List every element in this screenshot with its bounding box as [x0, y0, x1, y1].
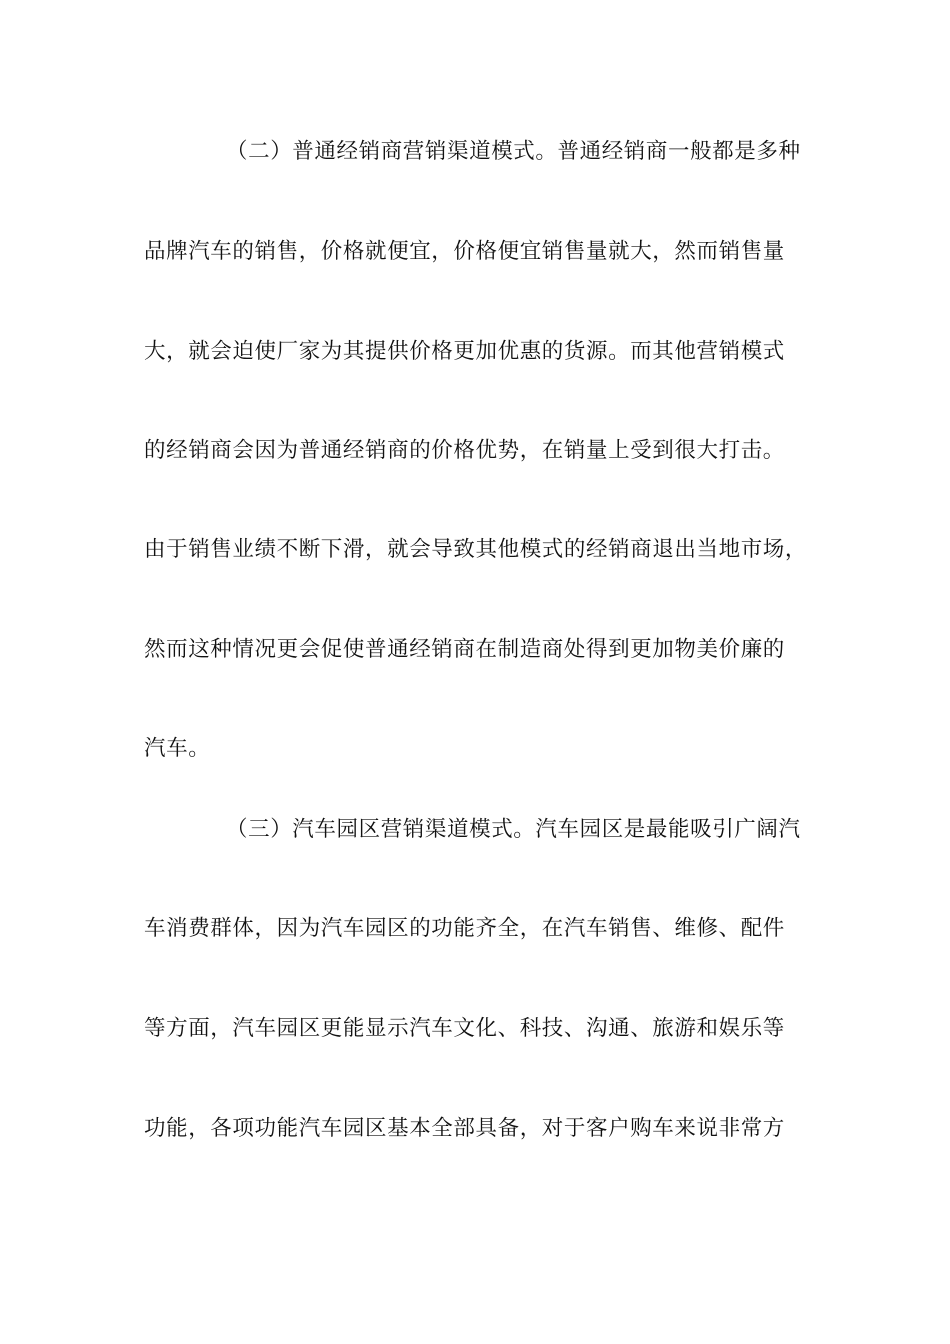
- paragraph-line: 汽车。: [144, 736, 211, 761]
- paragraph-line: 的经销商会因为普通经销商的价格优势，在销量上受到很大打击。: [144, 438, 785, 463]
- paragraph-line: 功能，各项功能汽车园区基本全部具备，对于客户购车来说非常方: [144, 1116, 785, 1141]
- paragraph-line: 然而这种情况更会促使普通经销商在制造商处得到更加物美价廉的: [144, 637, 785, 662]
- paragraph-line: （二）普通经销商营销渠道模式。普通经销商一般都是多种: [226, 139, 801, 164]
- paragraph-line: 由于销售业绩不断下滑，就会导致其他模式的经销商退出当地市场，: [144, 537, 808, 562]
- paragraph-line: 等方面，汽车园区更能显示汽车文化、科技、沟通、旅游和娱乐等: [144, 1016, 785, 1041]
- paragraph-line: 大，就会迫使厂家为其提供价格更加优惠的货源。而其他营销模式: [144, 339, 785, 364]
- paragraph-line: （三）汽车园区营销渠道模式。汽车园区是最能吸引广阔汽: [226, 817, 801, 842]
- paragraph-line: 品牌汽车的销售，价格就便宜，价格便宜销售量就大，然而销售量: [144, 239, 785, 264]
- paragraph-line: 车消费群体，因为汽车园区的功能齐全，在汽车销售、维修、配件: [144, 916, 785, 941]
